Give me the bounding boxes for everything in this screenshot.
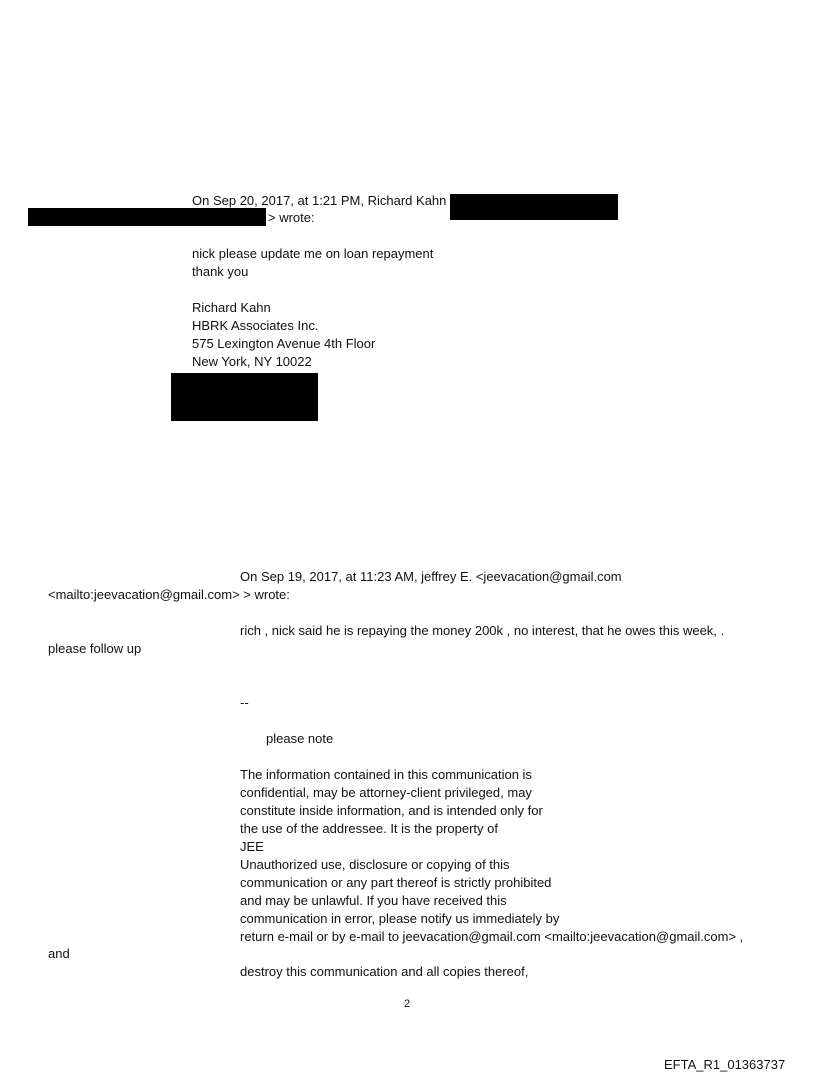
disclaimer-line: the use of the addressee. It is the property of [240,821,498,836]
signature-name: Richard Kahn [192,300,271,315]
signature-company: HBRK Associates Inc. [192,318,319,333]
document-id: EFTA_R1_01363737 [664,1057,786,1072]
disclaimer-line: and may be unlawful. If you have received this [240,893,507,908]
signature-separator: -- [240,695,249,710]
disclaimer-line: Unauthorized use, disclosure or copying of this [240,857,510,872]
disclaimer-wrap-word: and [48,946,70,961]
page-number: 2 [404,998,411,1010]
email-header-line: On Sep 20, 2017, at 1:21 PM, Richard Kahn [192,193,447,208]
disclaimer-line: destroy this communication and all copies thereof, [240,964,529,979]
email-header-line: On Sep 19, 2017, at 11:23 AM, jeffrey E. <jeevacation@gmail.com [240,569,622,584]
email-body-line: nick please update me on loan repayment [192,246,434,261]
signature-address: 575 Lexington Avenue 4th Floor [192,336,376,351]
disclaimer-line: The information contained in this communication is [240,767,532,782]
email-header-line: > wrote: [268,210,315,225]
disclaimer-line: communication in error, please notify us immediately by [240,911,560,926]
disclaimer-line: confidential, may be attorney-client privileged, may [240,785,532,800]
redaction-box [171,373,318,421]
redaction-box [450,194,618,220]
disclaimer-line: constitute inside information, and is intended only for [240,803,543,818]
disclaimer-line: communication or any part thereof is strictly prohibited [240,875,552,890]
disclaimer-line: JEE [240,839,264,854]
signature-address: New York, NY 10022 [192,354,312,369]
email-body-line: rich , nick said he is repaying the money 200k , no interest, that he owes this week, . [240,623,725,638]
email-header-line: <mailto:jeevacation@gmail.com> > wrote: [48,587,290,602]
email-body-line: thank you [192,264,249,279]
disclaimer-line: return e-mail or by e-mail to jeevacation@gmail.com <mailto:jeevacation@gmail.com> , [240,929,744,944]
note-heading: please note [266,731,334,746]
email-body-line: please follow up [48,641,142,656]
redaction-box [28,208,266,226]
